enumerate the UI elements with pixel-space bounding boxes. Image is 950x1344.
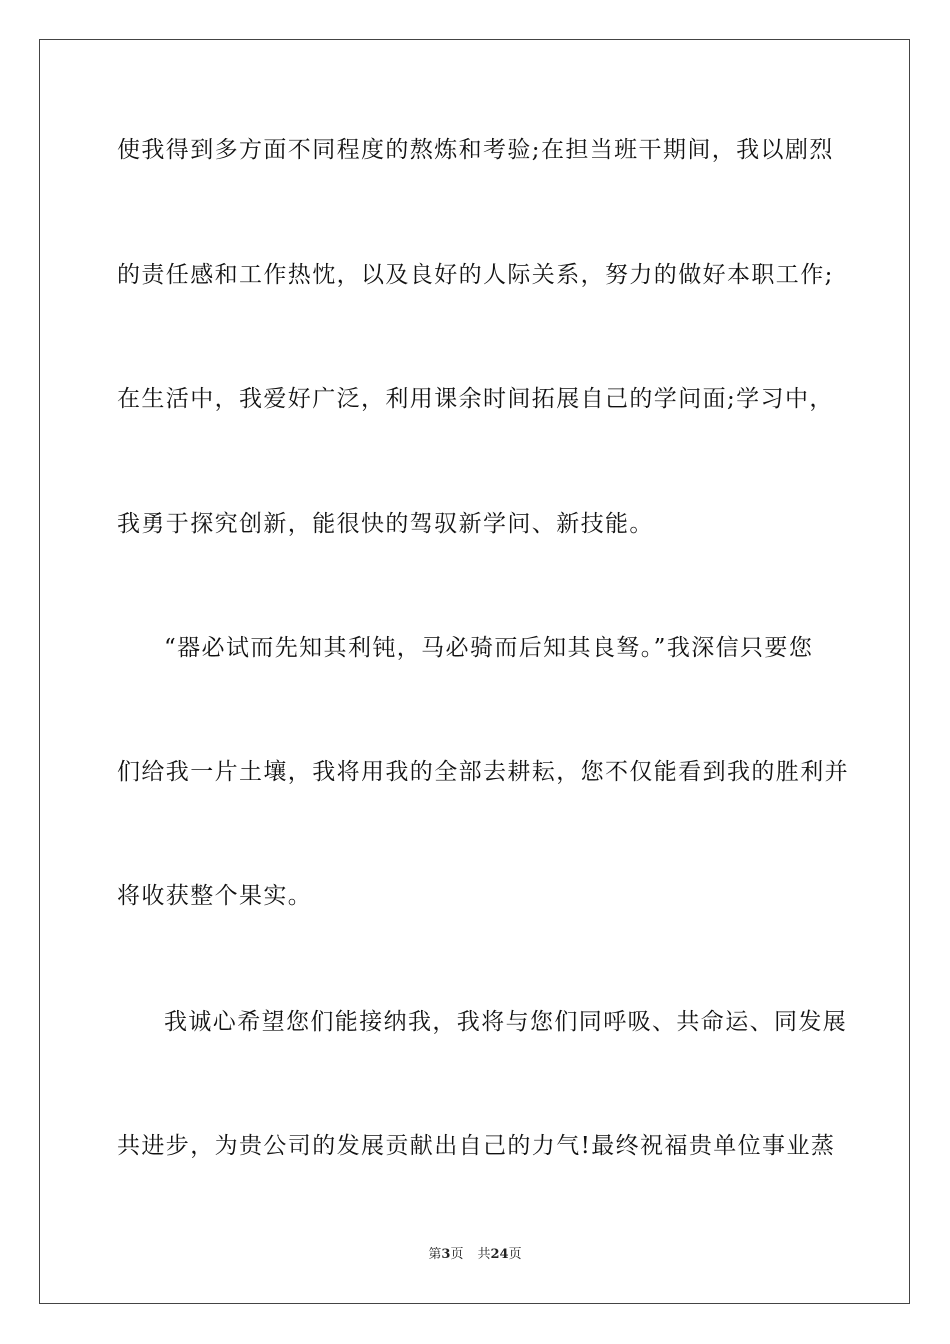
paragraph-line-4: 我勇于探究创新，能很快的驾驭新学问、新技能。 <box>117 511 654 537</box>
paragraph-line-5: “器必试而先知其利钝，马必骑而后知其良驽。”我深信只要您 <box>164 635 814 661</box>
page-border <box>39 39 910 1304</box>
footer-total-number: 24 <box>490 1247 509 1262</box>
footer-page-number: 3 <box>441 1247 451 1262</box>
paragraph-line-6: 们给我一片土壤，我将用我的全部去耕耘，您不仅能看到我的胜利并 <box>117 759 849 785</box>
paragraph-line-2: 的责任感和工作热忱，以及良好的人际关系，努力的做好本职工作; <box>117 262 834 288</box>
footer-total-prefix: 共 <box>477 1247 491 1262</box>
footer-page-suffix: 页 <box>450 1247 464 1262</box>
page-footer <box>0 1246 950 1264</box>
footer-page-prefix: 第 <box>428 1247 442 1262</box>
paragraph-line-7: 将收获整个果实。 <box>117 883 313 909</box>
paragraph-line-9: 共进步，为贵公司的发展贡献出自己的力气!最终祝福贵单位事业蒸 <box>117 1133 836 1159</box>
footer-total-suffix: 页 <box>508 1247 522 1262</box>
paragraph-line-8: 我诚心希望您们能接纳我，我将与您们同呼吸、共命运、同发展 <box>164 1009 848 1035</box>
paragraph-line-3: 在生活中，我爱好广泛，利用课余时间拓展自己的学问面;学习中， <box>117 386 834 412</box>
paragraph-line-1: 使我得到多方面不同程度的熬炼和考验;在担当班干期间，我以剧烈 <box>117 137 834 163</box>
